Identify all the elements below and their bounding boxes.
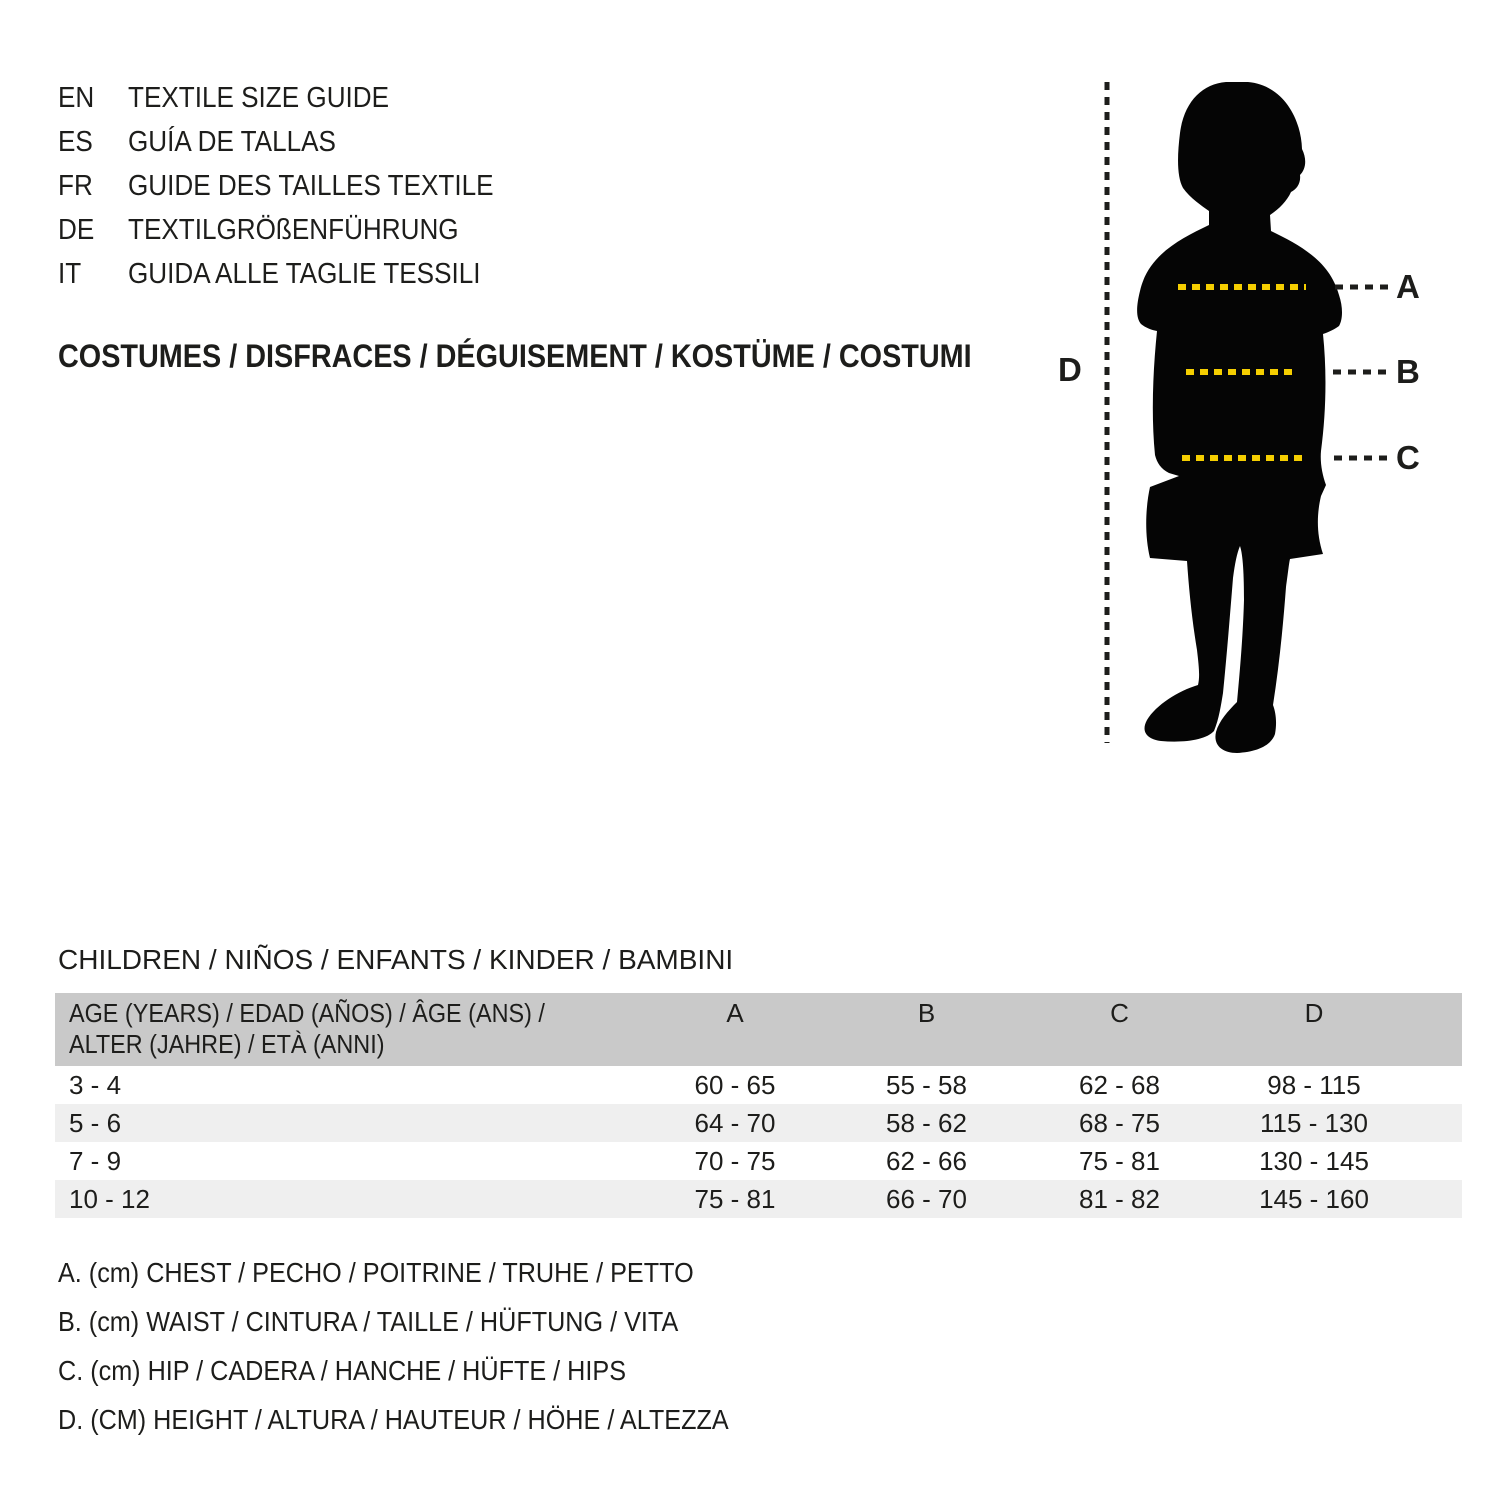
chest-cell: 70 - 75: [694, 1145, 776, 1176]
figure-label-waist: B: [1396, 353, 1420, 390]
age-cell: 3 - 4: [69, 1069, 122, 1100]
chest-cell: 64 - 70: [694, 1107, 776, 1138]
language-code: ES: [58, 125, 93, 158]
language-code: FR: [58, 169, 93, 202]
hip-cell: 75 - 81: [1079, 1145, 1160, 1176]
hip-cell: 62 - 68: [1079, 1069, 1160, 1100]
language-code: IT: [58, 257, 82, 290]
child-silhouette: [1137, 82, 1342, 753]
height-cell: 98 - 115: [1267, 1069, 1361, 1100]
language-row: [58, 120, 534, 164]
language-title: TEXTILE SIZE GUIDE: [128, 81, 390, 114]
age-cell: 5 - 6: [69, 1107, 122, 1138]
table-section-title: CHILDREN / NIÑOS / ENFANTS / KINDER / BAMBINI: [58, 944, 734, 975]
age-cell: 10 - 12: [69, 1183, 150, 1214]
measurement-figure: [1030, 55, 1460, 770]
category-title: COSTUMES / DISFRACES / DÉGUISEMENT / KOSTÜME / COSTUMI: [58, 338, 972, 374]
language-title: GUÍA DE TALLAS: [128, 125, 336, 158]
column-header-b: B: [917, 998, 936, 1028]
age-header-line2: ALTER (JAHRE) / ETÀ (ANNI): [69, 1029, 385, 1059]
column-header-d: D: [1304, 998, 1324, 1028]
language-row: [58, 164, 534, 208]
legend-item-hip: C. (cm) HIP / CADERA / HANCHE / HÜFTE / HIPS: [58, 1354, 626, 1386]
chest-cell: 60 - 65: [694, 1069, 776, 1100]
age-column-header: [55, 993, 640, 1066]
language-row: [58, 208, 534, 252]
hip-cell: 81 - 82: [1079, 1183, 1160, 1214]
children-size-table: [55, 993, 1462, 1218]
hip-cell: 68 - 75: [1079, 1107, 1160, 1138]
language-row: [58, 76, 534, 120]
legend-item-height: D. (CM) HEIGHT / ALTURA / HAUTEUR / HÖHE / ALTEZZA: [58, 1403, 729, 1435]
table-header-row: [55, 993, 1462, 1066]
table-row: [55, 1066, 1462, 1104]
figure-label-height: D: [1058, 351, 1082, 388]
column-header-c: C: [1110, 998, 1129, 1028]
legend-item-chest: A. (cm) CHEST / PECHO / POITRINE / TRUHE / PETTO: [58, 1256, 694, 1288]
language-title: GUIDA ALLE TAGLIE TESSILI: [128, 257, 481, 290]
height-cell: 145 - 160: [1259, 1183, 1369, 1214]
table-row: [55, 1104, 1462, 1142]
height-cell: 115 - 130: [1260, 1107, 1368, 1138]
measurement-legend: [58, 1248, 803, 1444]
chest-cell: 75 - 81: [694, 1183, 776, 1214]
figure-label-hip: C: [1396, 439, 1420, 476]
age-header-line1: AGE (YEARS) / EDAD (AÑOS) / ÂGE (ANS) /: [69, 998, 545, 1028]
figure-label-chest: A: [1396, 268, 1420, 305]
table-row: [55, 1142, 1462, 1180]
table-row: [55, 1180, 1462, 1218]
language-row: [58, 252, 534, 296]
waist-cell: 55 - 58: [886, 1069, 967, 1100]
column-header-a: A: [726, 998, 744, 1028]
child-silhouette-graphic: [1030, 55, 1460, 770]
waist-cell: 58 - 62: [886, 1107, 967, 1138]
language-title: TEXTILGRÖßENFÜHRUNG: [128, 213, 459, 246]
age-cell: 7 - 9: [69, 1145, 122, 1176]
language-title-list: [58, 76, 534, 296]
legend-item-waist: B. (cm) WAIST / CINTURA / TAILLE / HÜFTUNG / VITA: [58, 1305, 679, 1337]
language-title: GUIDE DES TAILLES TEXTILE: [128, 169, 494, 202]
language-code: EN: [58, 81, 95, 114]
waist-cell: 62 - 66: [886, 1145, 967, 1176]
language-code: DE: [58, 213, 95, 246]
height-cell: 130 - 145: [1259, 1145, 1369, 1176]
waist-cell: 66 - 70: [886, 1183, 967, 1214]
